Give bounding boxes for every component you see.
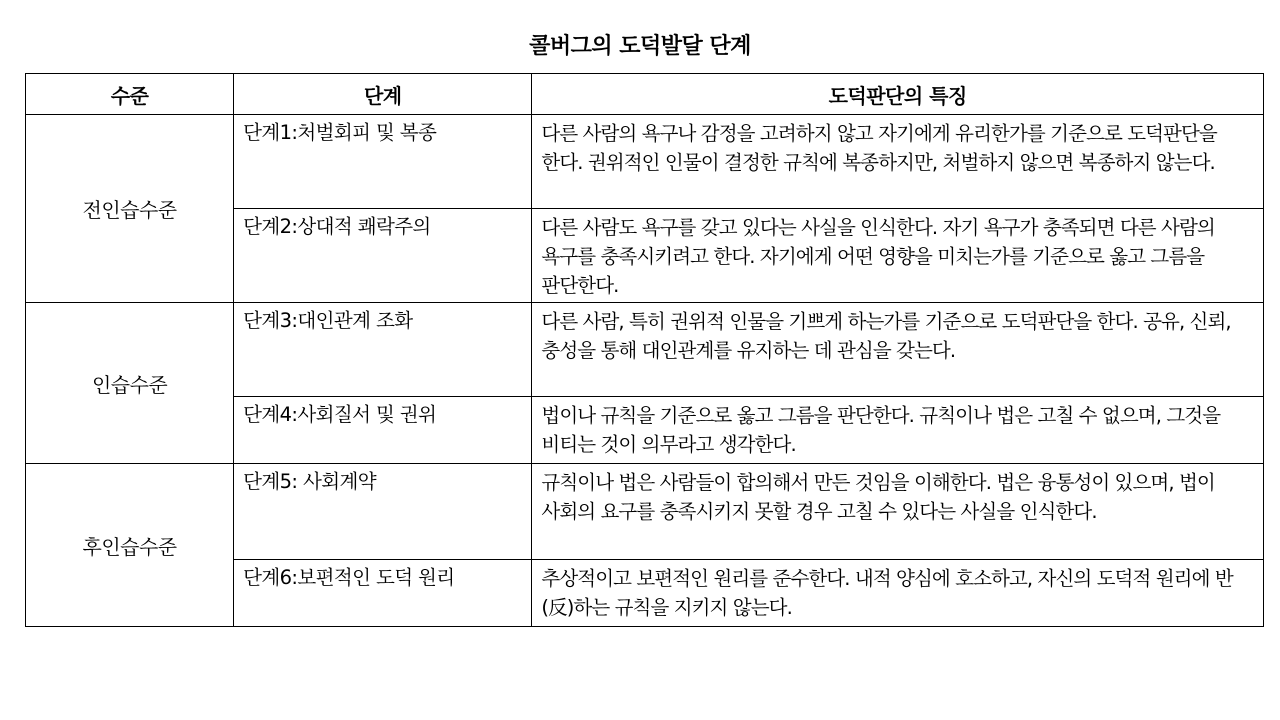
level-conventional: 인습수준: [26, 303, 234, 464]
header-level: 수준: [26, 74, 234, 115]
stage-4-description: 법이나 규칙을 기준으로 옳고 그름을 판단한다. 규칙이나 법은 고칠 수 없으며, 그것을 비티는 것이 의무라고 생각한다.: [532, 397, 1264, 464]
stage-4: 단계4:사회질서 및 권위: [234, 397, 532, 464]
stage-1-description: 다른 사람의 욕구나 감정을 고려하지 않고 자기에게 유리한가를 기준으로 도덕판단을 한다. 권위적인 인물이 결정한 규칙에 복종하지만, 처벌하지 않으면 복종하지 않는다.: [532, 115, 1264, 209]
header-stage: 단계: [234, 74, 532, 115]
stage-5: 단계5: 사회계약: [234, 464, 532, 560]
header-description: 도덕판단의 특징: [532, 74, 1264, 115]
stage-2: 단계2:상대적 쾌락주의: [234, 209, 532, 303]
moral-development-table: [25, 73, 1264, 627]
level-preconventional: 전인습수준: [26, 115, 234, 303]
stage-1: 단계1:처벌회피 및 복종: [234, 115, 532, 209]
table-row: [26, 115, 1264, 209]
table-header-row: [26, 74, 1264, 115]
level-postconventional: 후인습수준: [26, 464, 234, 627]
stage-3-description: 다른 사람, 특히 권위적 인물을 기쁘게 하는가를 기준으로 도덕판단을 한다. 공유, 신뢰, 충성을 통해 대인관계를 유지하는 데 관심을 갖는다.: [532, 303, 1264, 397]
table-row: [26, 303, 1264, 397]
table-row: [26, 464, 1264, 560]
page-title: 콜버그의 도덕발달 단계: [529, 34, 751, 59]
stage-6: 단계6:보편적인 도덕 원리: [234, 560, 532, 627]
stage-5-description: 규칙이나 법은 사람들이 합의해서 만든 것임을 이해한다. 법은 융통성이 있으며, 법이 사회의 요구를 충족시키지 못할 경우 고칠 수 있다는 사실을 인식한다.: [532, 464, 1264, 560]
stage-6-description: 추상적이고 보편적인 원리를 준수한다. 내적 양심에 호소하고, 자신의 도덕적 원리에 반(反)하는 규칙을 지키지 않는다.: [532, 560, 1264, 627]
stage-2-description: 다른 사람도 욕구를 갖고 있다는 사실을 인식한다. 자기 욕구가 충족되면 다른 사람의 욕구를 충족시키려고 한다. 자기에게 어떤 영향을 미치는가를 기준으로 옳고 그름을 판단한다.: [532, 209, 1264, 303]
stage-3: 단계3:대인관계 조화: [234, 303, 532, 397]
